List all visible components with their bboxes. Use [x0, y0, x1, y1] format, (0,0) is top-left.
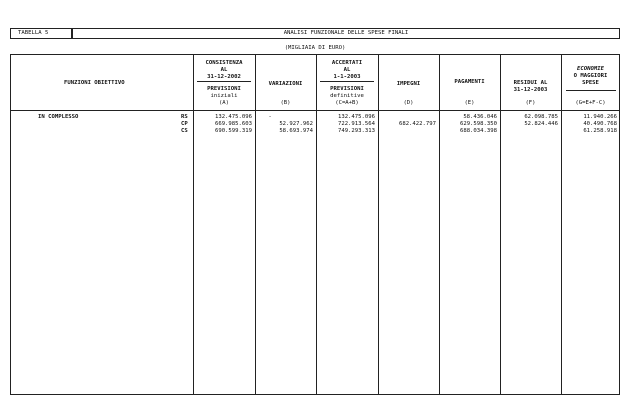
header-impegni: IMPEGNI	[396, 81, 421, 87]
cell-previsioni-cs: 690.599.319	[214, 128, 252, 134]
header-previsioni-1: PREVISIONI	[207, 86, 241, 92]
accertati-underline	[320, 81, 374, 82]
row-code-rs: RS	[181, 114, 188, 120]
header-variazioni-code: (B)	[280, 100, 291, 106]
header-consistenza-2: AL	[220, 67, 228, 73]
header-variazioni: VARIAZIONI	[268, 81, 303, 87]
header-economie-3: SPESE	[582, 80, 599, 86]
cell-impegni-cp: 682.422.797	[398, 121, 436, 127]
row-code-cp: CP	[181, 121, 188, 127]
cell-economie-cp: 40.490.768	[583, 121, 617, 127]
cell-residui-cp: 52.824.446	[524, 121, 558, 127]
cell-economie-cs: 61.258.918	[583, 128, 617, 134]
header-prev-def-3: (C=A+B)	[335, 100, 359, 106]
header-pagamenti: PAGAMENTI	[454, 79, 485, 85]
economie-underline	[566, 90, 616, 91]
header-pagamenti-code: (E)	[464, 100, 475, 106]
cell-definitive-cp: 722.913.564	[337, 121, 375, 127]
header-previsioni-2: iniziali	[210, 93, 238, 99]
header-residui-2: 31-12-2003	[513, 87, 548, 93]
header-accertati-2: AL	[343, 67, 351, 73]
cell-definitive-cs: 749.293.313	[337, 128, 375, 134]
page-title: ANALISI FUNZIONALE DELLE SPESE FINALI	[283, 30, 409, 36]
row-label: IN COMPLESSO	[38, 114, 79, 120]
header-economie-2: O MAGGIORI	[573, 73, 608, 79]
header-accertati-1: ACCERTATI	[331, 60, 363, 66]
header-divider	[10, 110, 620, 111]
cell-previsioni-cp: 669.985.603	[214, 121, 252, 127]
header-previsioni-3: (A)	[218, 100, 230, 106]
header-consistenza-3: 31-12-2002	[207, 74, 241, 80]
cell-definitive-rs: 132.475.096	[337, 114, 375, 120]
header-economie-code: (G=E+F-C)	[575, 100, 606, 106]
cell-pagamenti-rs: 58.436.046	[463, 114, 497, 120]
header-impegni-code: (D)	[403, 100, 414, 106]
cell-residui-rs: 62.098.785	[524, 114, 558, 120]
table-label: TABELLA 5	[18, 30, 49, 36]
consistenza-underline	[197, 81, 251, 82]
header-funzioni: FUNZIONI OBIETTIVO	[64, 80, 125, 86]
cell-variazioni-cp: 52.927.962	[279, 121, 313, 127]
cell-variazioni-rs: -	[268, 114, 272, 120]
header-economie-1: ECONOMIE	[577, 66, 604, 72]
header-residui-1: RESIDUI AL	[513, 80, 548, 86]
cell-pagamenti-cp: 629.598.350	[459, 121, 497, 127]
header-residui-code: (F)	[525, 100, 536, 106]
unit-label: (MIGLIAIA DI EURO)	[284, 45, 346, 51]
cell-variazioni-cs: 58.693.974	[279, 128, 313, 134]
cell-previsioni-rs: 132.475.096	[214, 114, 252, 120]
header-consistenza-1: CONSISTENZA	[205, 60, 243, 66]
header-prev-def-2: definitive	[330, 93, 364, 99]
cell-pagamenti-cs: 688.034.398	[459, 128, 497, 134]
row-code-cs: CS	[181, 128, 188, 134]
header-prev-def-1: PREVISIONI	[330, 86, 364, 92]
cell-economie-rs: 11.940.266	[583, 114, 617, 120]
header-accertati-3: 1-1-2003	[333, 74, 361, 80]
